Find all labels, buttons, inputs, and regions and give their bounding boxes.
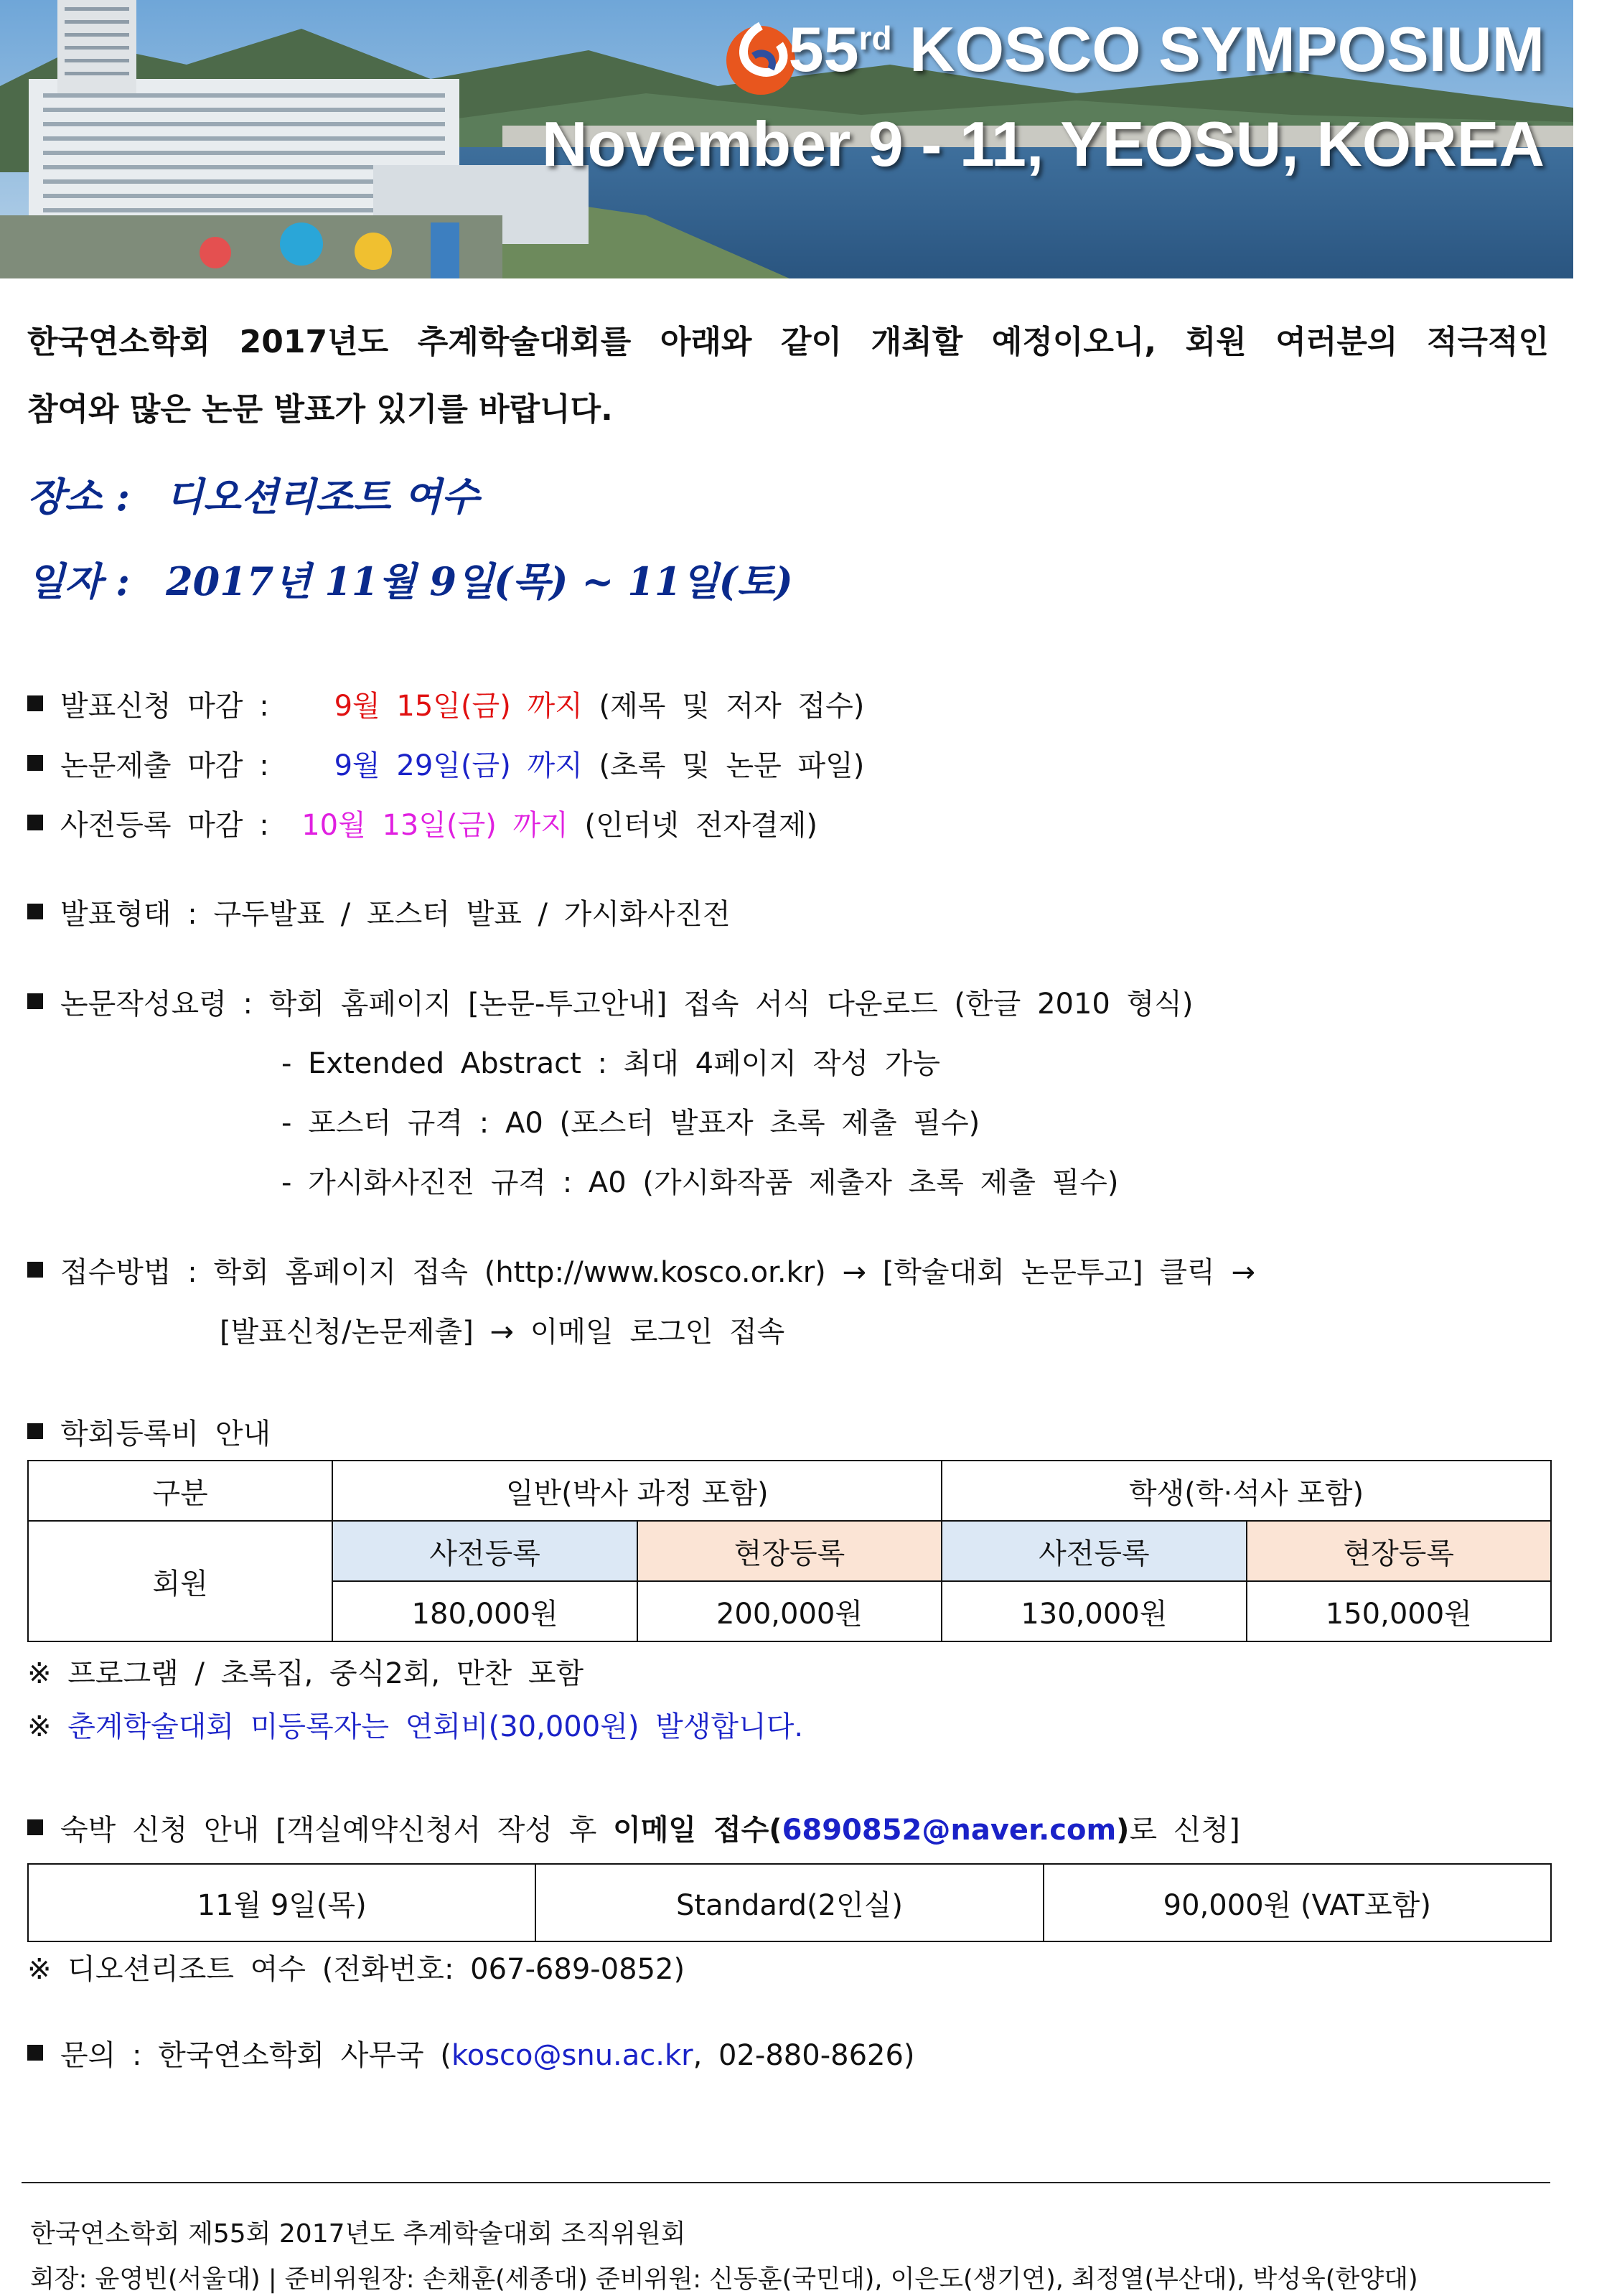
presentation-format: 발표형태 : 구두발표 / 포스터 발표 / 가시화사진전 <box>27 891 731 932</box>
hotel-heading: 숙박 신청 안내 [객실예약신청서 작성 후 이메일 접수(6890852@naver.com)로 신청] <box>27 1807 1240 1848</box>
hotel-table <box>27 1863 1552 1942</box>
student-onsite-fee: 150,000원 <box>1247 1581 1551 1641</box>
date-label: 일자 : <box>27 558 131 604</box>
general-onsite-fee: 200,000원 <box>637 1581 942 1641</box>
bullet-square-icon <box>27 1819 43 1835</box>
hotel-price: 90,000원 (VAT포함) <box>1044 1864 1551 1941</box>
intro-paragraph <box>27 309 1549 444</box>
deadline-date: 9월 15일(금) 까지 <box>334 690 583 723</box>
bullet-square-icon <box>27 1423 43 1439</box>
deadline-date: 9월 29일(금) 까지 <box>334 749 583 782</box>
bullet-square-icon <box>27 2045 43 2061</box>
deadline-preregistration: 사전등록 마감 : 10월 13일(금) 까지 (인터넷 전자결제) <box>27 802 817 843</box>
fee-note-membership: ※ 춘계학술대회 미등록자는 연회비(30,000원) 발생합니다. <box>27 1710 804 1743</box>
bullet-square-icon <box>27 815 43 830</box>
bullet-square-icon <box>27 993 43 1009</box>
bullet-square-icon <box>27 755 43 771</box>
bullet-square-icon <box>27 695 43 711</box>
registration-fee-table <box>27 1460 1552 1642</box>
deadline-paper: 논문제출 마감 : 9월 29일(금) 까지 (초록 및 논문 파일) <box>27 743 864 784</box>
hotel-date: 11월 9일(목) <box>28 1864 535 1941</box>
hotel-note: ※ 디오션리조트 여수 (전화번호: 067-689-0852) <box>27 1953 685 1986</box>
paper-guidelines: 논문작성요령 : 학회 홈페이지 [논문-투고안내] 접속 서식 다운로드 (한글 2010 형식) <box>27 981 1193 1022</box>
row-member: 회원 <box>28 1521 332 1641</box>
contact-line: 문의 : 한국연소학회 사무국 (kosco@snu.ac.kr, 02-880-8626) <box>27 2033 915 2074</box>
submission-method-cont: [발표신청/논문제출] → 이메일 로그인 접속 <box>220 1316 785 1349</box>
date-value: 2017년 11월 9일(목) ~ 11일(토) <box>166 558 793 604</box>
footer-divider <box>22 2182 1550 2183</box>
bullet-square-icon <box>27 904 43 919</box>
symposium-title: 55rd KOSCO SYMPOSIUM <box>788 14 1545 85</box>
venue-label: 장소 : <box>27 474 131 520</box>
hotel-email-link[interactable]: 6890852@naver.com <box>782 1814 1117 1847</box>
student-pre-header: 사전등록 <box>942 1521 1246 1581</box>
intro-line-2: 참여와 많은 논문 발표가 있기를 바랍니다. <box>27 391 613 428</box>
guideline-poster: - 포스터 규격 : A0 (포스터 발표자 초록 제출 필수) <box>281 1107 980 1140</box>
fee-note-includes: ※ 프로그램 / 초록집, 중식2회, 만찬 포함 <box>27 1657 584 1690</box>
general-pre-header: 사전등록 <box>332 1521 637 1581</box>
footer-members: 회장: 윤영빈(서울대) | 준비위원장: 손채훈(세종대) 준비위원: 신동훈(국민대), 이은도(생기연), 최정열(부산대), 박성욱(한양대) <box>30 2265 1418 2294</box>
intro-line-1: 한국연소학회 2017년도 추계학술대회를 아래와 같이 개최할 예정이오니, 회원 여러분의 적극적인 <box>27 324 1549 360</box>
symposium-dates-location: November 9 - 11, YEOSU, KOREA <box>541 108 1545 179</box>
guideline-extended-abstract: - Extended Abstract : 최대 4페이지 작성 가능 <box>281 1047 941 1080</box>
general-pre-fee: 180,000원 <box>332 1581 637 1641</box>
date-line <box>27 551 793 606</box>
deadline-date: 10월 13일(금) 까지 <box>301 809 568 842</box>
bullet-square-icon <box>27 1262 43 1278</box>
venue-value: 디오션리조트 여수 <box>166 474 479 520</box>
venue-line <box>27 467 479 522</box>
header-category: 구분 <box>28 1461 332 1521</box>
header-banner <box>0 0 1573 278</box>
guideline-visualization: - 가시화사진전 규격 : A0 (가시화작품 제출자 초록 제출 필수) <box>281 1166 1119 1199</box>
hotel-room-type: Standard(2인실) <box>535 1864 1043 1941</box>
footer-committee: 한국연소학회 제55회 2017년도 추계학술대회 조직위원회 <box>30 2219 686 2249</box>
student-onsite-header: 현장등록 <box>1247 1521 1551 1581</box>
deadline-abstract: 발표신청 마감 : 9월 15일(금) 까지 (제목 및 저자 접수) <box>27 683 864 724</box>
header-student: 학생(학·석사 포함) <box>942 1461 1551 1521</box>
submission-method: 접수방법 : 학회 홈페이지 접속 (http://www.kosco.or.kr) → [학술대회 논문투고] 클릭 → <box>27 1250 1255 1290</box>
student-pre-fee: 130,000원 <box>942 1581 1246 1641</box>
general-onsite-header: 현장등록 <box>637 1521 942 1581</box>
fees-heading: 학회등록비 안내 <box>27 1411 271 1452</box>
contact-email-link[interactable]: kosco@snu.ac.kr <box>451 2039 693 2072</box>
header-general: 일반(박사 과정 포함) <box>332 1461 942 1521</box>
